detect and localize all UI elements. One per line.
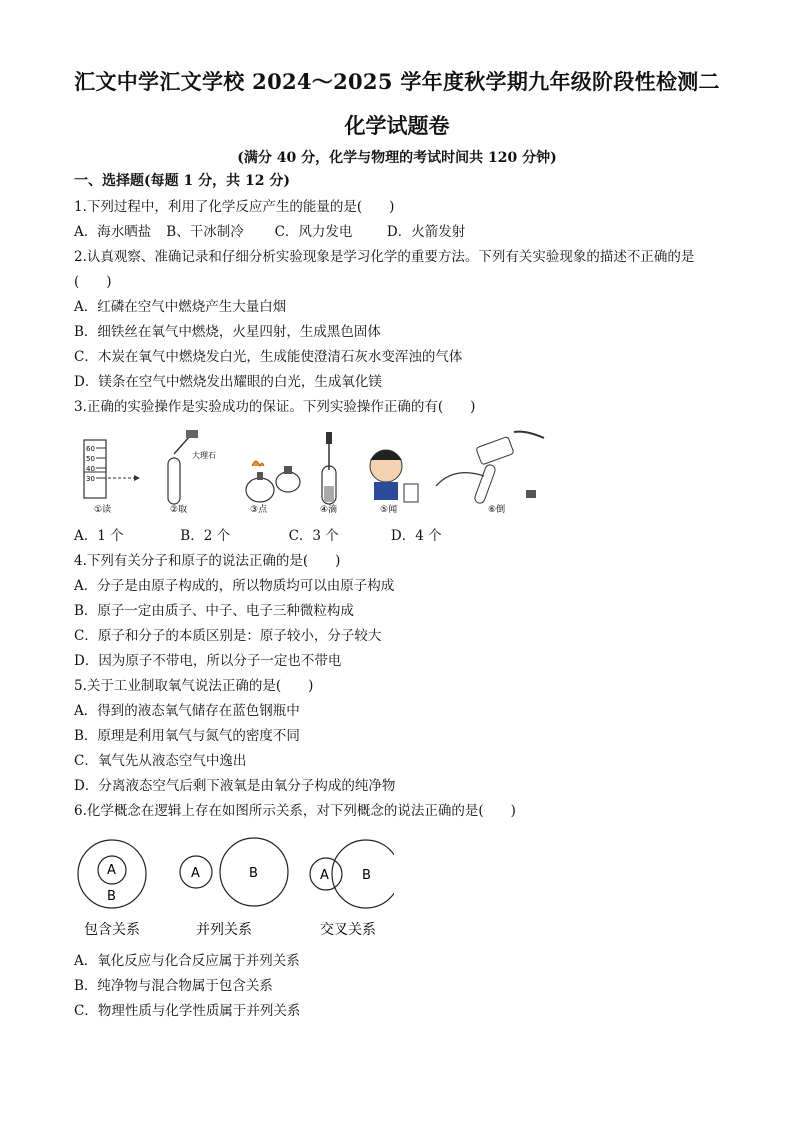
set-relation-diagram (74, 832, 394, 948)
q1-option-b: B、干冰制冷 (166, 224, 244, 240)
q6-option-b: B．纯净物与混合物属于包含关系 (74, 978, 273, 994)
exam-title-line1: 汇文中学汇文学校 2024～2025 学年度秋学期九年级阶段性检测二 (74, 69, 720, 94)
parallel-diagram (180, 838, 288, 938)
section-heading: 一、选择题(每题 1 分，共 12 分) (74, 173, 290, 189)
q2-option-c: C．木炭在氧气中燃烧发白光，生成能使澄清石灰水变浑浊的气体 (74, 349, 463, 365)
q5-option-c: C．氧气先从液态空气中逸出 (74, 753, 247, 769)
intersection-diagram (310, 840, 394, 938)
parallel-letter-b: B (249, 866, 258, 881)
inclusion-label: 包含关系 (84, 922, 140, 938)
lab-operations-svg (74, 426, 554, 518)
question-5-stem: 5.关于工业制取氧气说法正确的是( ) (74, 678, 314, 694)
set-relation-svg (74, 832, 394, 944)
op-label-read: ①读 (94, 505, 112, 515)
q2-option-d: D．镁条在空气中燃烧发出耀眼的白光，生成氧化镁 (74, 374, 382, 390)
intersection-letter-b: B (362, 868, 371, 883)
question-6-stem: 6.化学概念在逻辑上存在如图所示关系，对下列概念的说法正确的是( ) (74, 803, 516, 819)
op-label-light: ③点 (250, 505, 268, 515)
exam-subtitle: (满分 40 分，化学与物理的考试时间共 120 分钟) (237, 150, 557, 166)
dropper-icon (320, 432, 337, 515)
tick-40: 40 (86, 465, 95, 473)
op-label-drop: ④滴 (320, 505, 338, 515)
alcohol-lamp-icon (246, 461, 300, 515)
graduated-cylinder-icon (84, 440, 140, 515)
q4-option-c: C．原子和分子的本质区别是：原子较小，分子较大 (74, 628, 382, 644)
marble-label: 大理石 (192, 451, 216, 460)
inclusion-letter-b: B (107, 889, 116, 904)
inclusion-diagram (78, 840, 146, 938)
q1-option-d: D．火箭发射 (386, 224, 466, 240)
q5-option-a: A．得到的液态氧气储存在蓝色钢瓶中 (74, 703, 300, 719)
question-1-stem: 1.下列过程中，利用了化学反应产生的能量的是( ) (74, 199, 395, 215)
exam-title-line2: 化学试题卷 (344, 113, 450, 138)
pouring-liquid-icon (436, 432, 544, 515)
intersection-label: 交叉关系 (320, 922, 376, 938)
q5-option-b: B．原理是利用氧气与氮气的密度不同 (74, 728, 300, 744)
q3-option-a: A．1 个 (74, 528, 124, 544)
q6-option-c: C．物理性质与化学性质属于并列关系 (74, 1003, 301, 1019)
q2-option-b: B．细铁丝在氧气中燃烧，火星四射，生成黑色固体 (74, 324, 381, 340)
question-2-paren: ( ) (74, 274, 112, 290)
q4-option-b: B．原子一定由质子、中子、电子三种微粒构成 (74, 603, 354, 619)
q5-option-d: D．分离液态空气后剩下液氧是由氧分子构成的纯净物 (74, 778, 396, 794)
smelling-person-icon (370, 450, 418, 515)
parallel-label: 并列关系 (196, 922, 252, 938)
question-4-stem: 4.下列有关分子和原子的说法正确的是( ) (74, 553, 341, 569)
q3-option-d: D．4 个 (390, 528, 442, 544)
tick-60: 60 (86, 445, 95, 453)
parallel-letter-a: A (191, 866, 200, 881)
q4-option-a: A．分子是由原子构成的，所以物质均可以由原子构成 (74, 578, 395, 594)
q1-option-a: A．海水晒盐 (74, 224, 152, 240)
question-1-options (74, 223, 465, 241)
tick-30: 30 (86, 475, 95, 483)
inclusion-letter-a: A (107, 863, 116, 878)
op-label-smell: ⑤闻 (380, 505, 398, 515)
tick-50: 50 (86, 455, 95, 463)
op-label-pour: ⑥倒 (488, 505, 506, 515)
q3-option-c: C．3 个 (288, 528, 339, 544)
question-2-stem: 2.认真观察、准确记录和仔细分析实验现象是学习化学的重要方法。下列有关实验现象的描述不正确的是 (74, 249, 695, 265)
lab-operations-figure (74, 426, 554, 522)
question-3-options (74, 527, 442, 545)
q2-option-a: A．红磷在空气中燃烧产生大量白烟 (74, 299, 287, 315)
intersection-letter-a: A (320, 868, 329, 883)
test-tube-marble-icon (168, 430, 216, 515)
question-3-stem: 3.正确的实验操作是实验成功的保证。下列实验操作正确的有( ) (74, 399, 476, 415)
q4-option-d: D．因为原子不带电，所以分子一定也不带电 (74, 653, 342, 669)
q6-option-a: A．氧化反应与化合反应属于并列关系 (74, 953, 300, 969)
q3-option-b: B．2 个 (180, 528, 231, 544)
q1-option-c: C．风力发电 (274, 224, 353, 240)
op-label-take: ②取 (170, 505, 188, 515)
